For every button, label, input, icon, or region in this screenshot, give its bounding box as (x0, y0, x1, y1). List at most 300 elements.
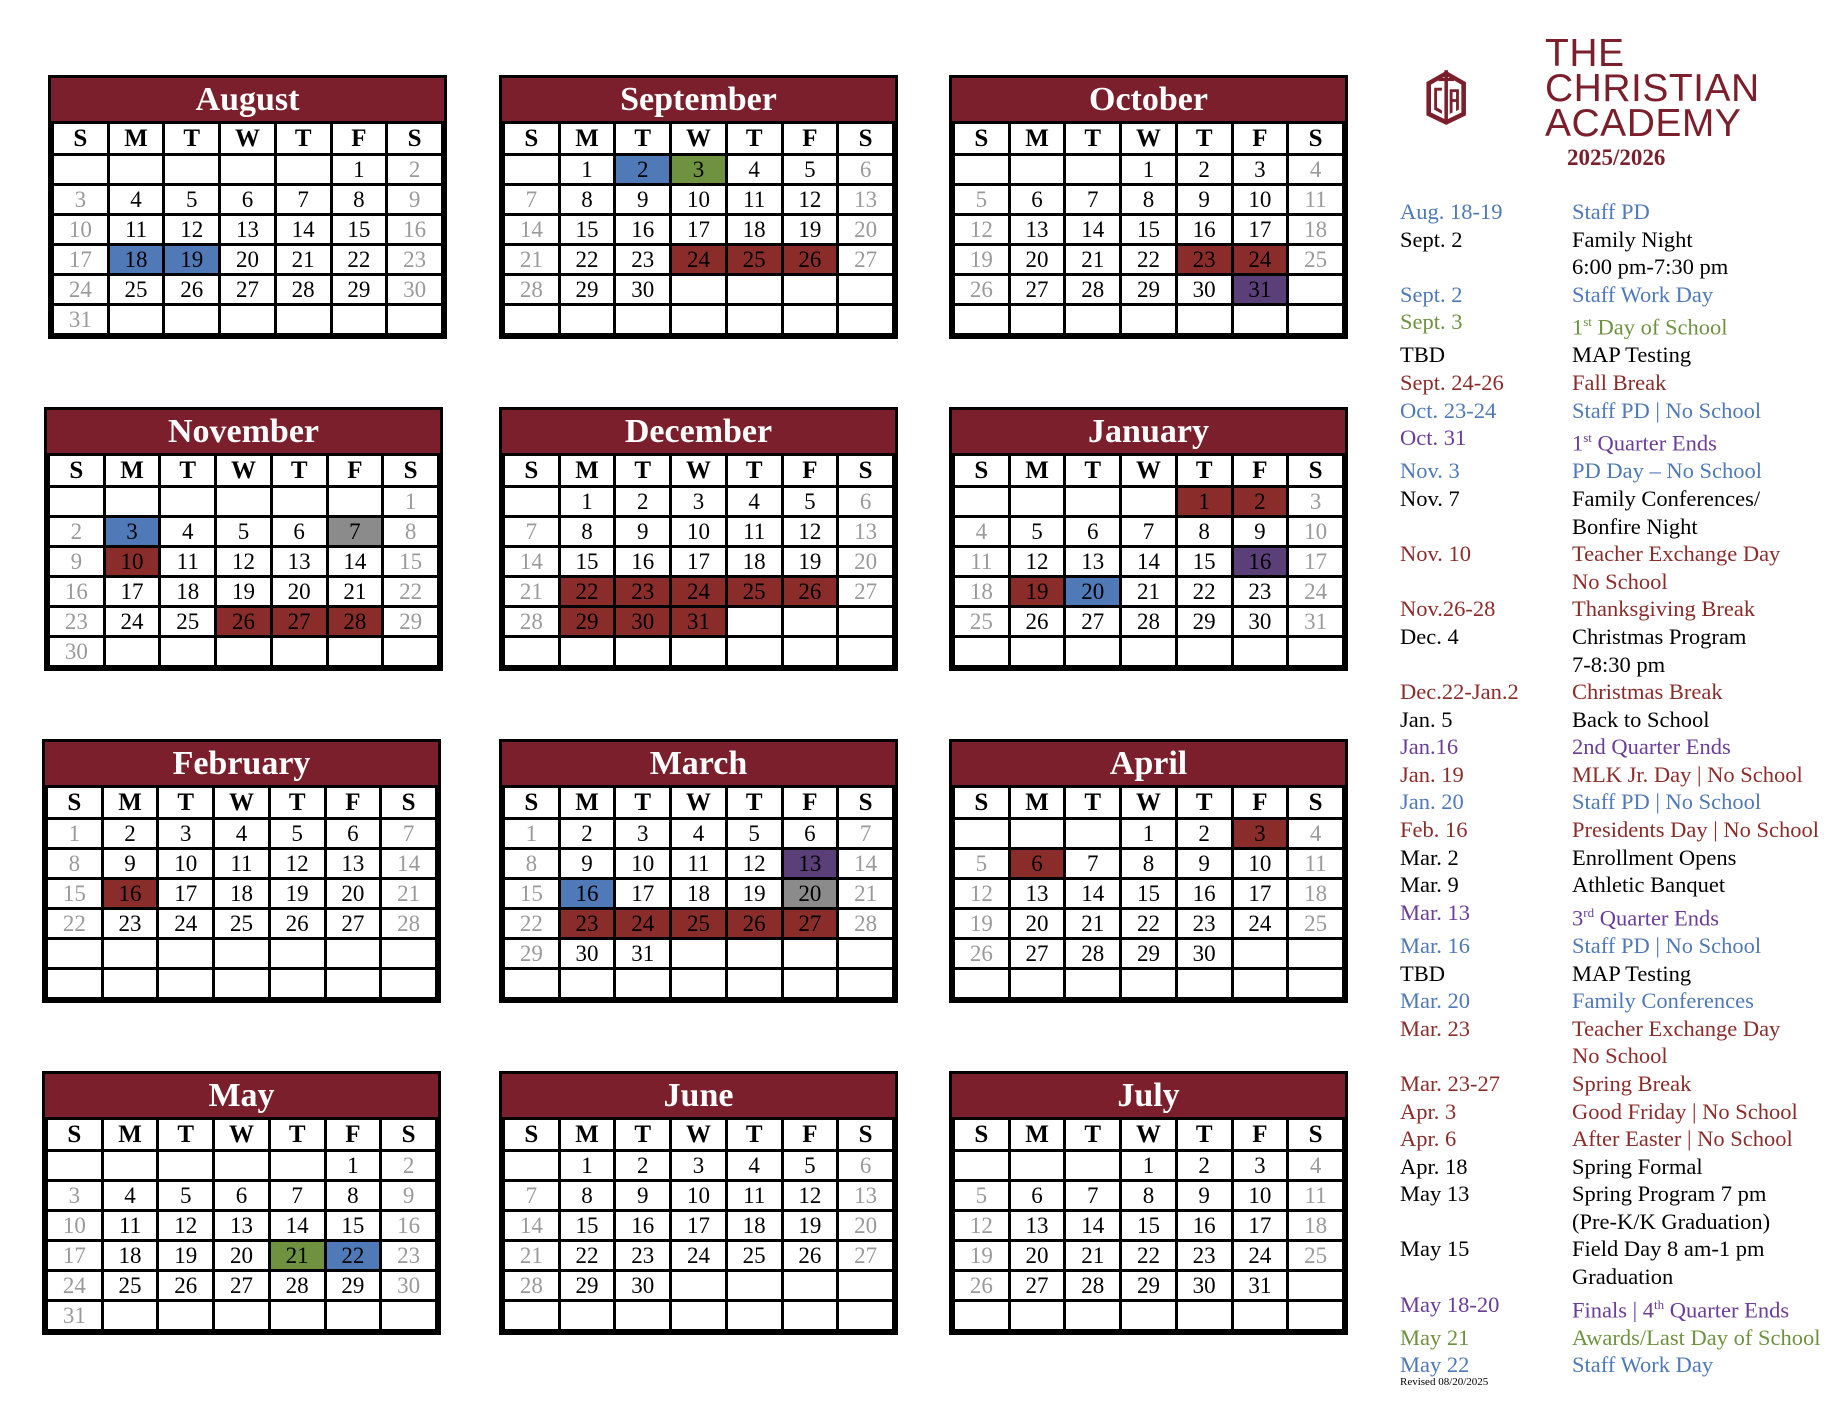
calendar-empty-cell (561, 638, 614, 665)
calendar-day: 20 (1066, 578, 1119, 605)
event-row (1400, 678, 1846, 706)
calendar-day: 7 (839, 820, 892, 847)
calendar-day: 12 (159, 1212, 212, 1239)
calendar-day: 15 (561, 216, 614, 243)
calendar-day: 16 (1178, 880, 1231, 907)
calendar-empty-cell (159, 1302, 212, 1329)
event-text: 7-8:30 pm (1572, 651, 1666, 677)
calendar-september (499, 75, 898, 339)
calendar-day: 11 (955, 548, 1008, 575)
calendar-empty-cell (104, 1302, 157, 1329)
event-date: Apr. 18 (1400, 1153, 1468, 1179)
calendar-day: 23 (616, 578, 669, 605)
calendar-day: 5 (784, 156, 837, 183)
calendar-day: 7 (505, 1182, 558, 1209)
calendar-day: 11 (1289, 1182, 1342, 1209)
weekday-header: F (784, 456, 837, 485)
event-date: Nov.26-28 (1400, 596, 1496, 622)
calendar-empty-cell (1122, 638, 1175, 665)
weekday-header: F (329, 456, 382, 485)
weekday-header: W (1122, 124, 1175, 153)
calendar-day: 30 (616, 276, 669, 303)
month-title: December (502, 410, 895, 454)
calendar-empty-cell (1178, 970, 1231, 997)
calendar-day: 23 (561, 910, 614, 937)
weekday-header: M (1011, 456, 1064, 485)
event-text: Family Conferences/ (1572, 485, 1761, 511)
calendar-day: 8 (1178, 518, 1231, 545)
calendar-empty-cell (672, 276, 725, 303)
month-grid (51, 121, 444, 336)
calendar-day: 14 (505, 1212, 558, 1239)
revised-date: Revised 08/20/2025 (1400, 1376, 1489, 1388)
calendar-day: 3 (54, 186, 107, 213)
event-date: May 15 (1400, 1236, 1470, 1262)
event-text: Graduation (1572, 1264, 1674, 1290)
calendar-day: 13 (839, 186, 892, 213)
event-row (1400, 1208, 1846, 1236)
event-row (1400, 1070, 1846, 1098)
calendar-day: 16 (388, 216, 441, 243)
calendar-day: 6 (839, 1152, 892, 1179)
calendar-day: 7 (505, 518, 558, 545)
calendar-day: 8 (1122, 1182, 1175, 1209)
event-date: May 21 (1400, 1324, 1470, 1350)
event-date: Jan. 19 (1400, 761, 1464, 787)
event-date: May 18-20 (1400, 1291, 1500, 1317)
event-row (1400, 706, 1846, 734)
calendar-day: 2 (561, 820, 614, 847)
calendar-day: 31 (54, 306, 107, 333)
weekday-header: M (1011, 124, 1064, 153)
calendar-day: 28 (277, 276, 330, 303)
calendar-day: 26 (165, 276, 218, 303)
weekday-header: T (616, 456, 669, 485)
calendar-day: 14 (1122, 548, 1175, 575)
event-text: Athletic Banquet (1572, 872, 1726, 898)
calendar-day: 13 (221, 216, 274, 243)
calendar-day: 10 (1234, 850, 1287, 877)
calendar-day: 11 (1289, 186, 1342, 213)
calendar-empty-cell (1066, 306, 1119, 333)
calendar-day: 5 (955, 186, 1008, 213)
calendar-day: 22 (1122, 1242, 1175, 1269)
calendar-day: 14 (271, 1212, 324, 1239)
weekday-header: S (1289, 456, 1342, 485)
calendar-day: 19 (217, 578, 270, 605)
event-date (1400, 651, 1572, 679)
weekday-header: S (839, 788, 892, 817)
month-title: September (502, 78, 895, 122)
event-date (1400, 1208, 1572, 1236)
calendar-day: 16 (1178, 1212, 1231, 1239)
calendar-empty-cell (159, 1152, 212, 1179)
weekday-header: F (327, 1120, 380, 1149)
event-text: Christmas Program (1572, 623, 1747, 649)
calendar-day: 17 (106, 578, 159, 605)
weekday-header: T (1178, 124, 1231, 153)
calendar-day: 12 (728, 850, 781, 877)
event-row (1400, 623, 1846, 651)
event-text: PD Day – No School (1572, 458, 1762, 484)
calendar-day: 9 (616, 518, 669, 545)
event-date: Nov. 3 (1400, 458, 1460, 484)
calendar-day: 27 (839, 578, 892, 605)
calendar-empty-cell (382, 970, 435, 997)
calendar-day: 21 (1066, 246, 1119, 273)
calendar-day: 26 (159, 1272, 212, 1299)
calendar-day: 1 (1122, 820, 1175, 847)
event-date: Jan. 20 (1400, 789, 1464, 815)
calendar-day: 19 (955, 910, 1008, 937)
calendar-day: 30 (1178, 276, 1231, 303)
calendar-day: 7 (277, 186, 330, 213)
event-text: Staff PD (1572, 199, 1650, 224)
event-text: Fall Break (1572, 370, 1667, 396)
calendar-february (42, 739, 441, 1003)
calendar-day: 13 (839, 1182, 892, 1209)
calendar-day: 10 (616, 850, 669, 877)
weekday-header: F (1234, 788, 1287, 817)
calendar-day: 15 (48, 880, 101, 907)
calendar-day: 12 (217, 548, 270, 575)
calendar-empty-cell (728, 970, 781, 997)
calendar-empty-cell (1122, 1302, 1175, 1329)
calendar-day: 8 (561, 518, 614, 545)
weekday-header: T (728, 1120, 781, 1149)
calendar-empty-cell (839, 306, 892, 333)
calendar-day: 30 (561, 940, 614, 967)
calendar-day: 22 (505, 910, 558, 937)
calendar-day: 3 (1234, 156, 1287, 183)
calendar-day: 10 (159, 850, 212, 877)
calendar-day: 15 (333, 216, 386, 243)
weekday-header: S (382, 788, 435, 817)
calendar-day: 16 (616, 548, 669, 575)
calendar-day: 21 (505, 1242, 558, 1269)
calendar-day: 3 (672, 1152, 725, 1179)
calendar-day: 7 (329, 518, 382, 545)
calendar-empty-cell (54, 156, 107, 183)
calendar-december (499, 407, 898, 671)
calendar-day: 20 (273, 578, 326, 605)
calendar-day: 2 (388, 156, 441, 183)
calendar-day: 17 (1234, 1212, 1287, 1239)
weekday-header: M (104, 1120, 157, 1149)
calendar-day: 2 (104, 820, 157, 847)
weekday-header: W (672, 456, 725, 485)
calendar-day: 20 (327, 880, 380, 907)
calendar-day: 22 (48, 910, 101, 937)
calendar-day: 24 (1289, 578, 1342, 605)
calendar-empty-cell (1122, 970, 1175, 997)
calendar-day: 11 (215, 850, 268, 877)
calendar-day: 10 (48, 1212, 101, 1239)
event-row (1400, 1098, 1846, 1126)
calendar-empty-cell (616, 970, 669, 997)
weekday-header: S (1289, 788, 1342, 817)
calendar-empty-cell (728, 1272, 781, 1299)
month-grid (502, 1117, 895, 1332)
month-title: May (45, 1074, 438, 1118)
event-text: Presidents Day | No School (1572, 817, 1819, 843)
calendar-day: 15 (1122, 216, 1175, 243)
calendar-empty-cell (1178, 1302, 1231, 1329)
calendar-day: 24 (672, 578, 725, 605)
event-text: Back to School (1572, 706, 1710, 732)
calendar-empty-cell (672, 1302, 725, 1329)
event-date: May 13 (1400, 1181, 1470, 1207)
calendar-day: 18 (104, 1242, 157, 1269)
event-text: 1st Day of School (1572, 314, 1728, 340)
event-date: Nov. 10 (1400, 541, 1472, 567)
event-text: Staff PD | No School (1572, 789, 1762, 815)
calendar-day: 16 (104, 880, 157, 907)
calendar-day: 5 (159, 1182, 212, 1209)
month-title: August (51, 78, 444, 122)
calendar-empty-cell (382, 940, 435, 967)
calendar-day: 2 (1178, 820, 1231, 847)
event-date: Mar. 9 (1400, 872, 1459, 898)
calendar-day: 9 (50, 548, 103, 575)
calendar-day: 30 (1234, 608, 1287, 635)
event-row (1400, 1263, 1846, 1291)
event-date: Aug. 18-19 (1400, 199, 1503, 224)
weekday-header: T (1178, 1120, 1231, 1149)
calendar-empty-cell (955, 156, 1008, 183)
calendar-day: 20 (215, 1242, 268, 1269)
calendar-day: 24 (672, 1242, 725, 1269)
event-row (1400, 1042, 1846, 1070)
calendar-day: 24 (616, 910, 669, 937)
event-date: Mar. 23 (1400, 1015, 1470, 1041)
calendar-day: 6 (327, 820, 380, 847)
event-row (1400, 457, 1846, 485)
calendar-day: 8 (505, 850, 558, 877)
calendar-day: 17 (672, 216, 725, 243)
event-row (1400, 1125, 1846, 1153)
calendar-empty-cell (672, 940, 725, 967)
calendar-day: 26 (955, 1272, 1008, 1299)
calendar-day: 29 (561, 608, 614, 635)
calendar-day: 27 (327, 910, 380, 937)
calendar-day: 26 (217, 608, 270, 635)
calendar-day: 23 (104, 910, 157, 937)
event-row (1400, 1291, 1846, 1324)
event-text: Staff PD | No School (1572, 932, 1762, 958)
calendar-day: 28 (382, 910, 435, 937)
calendar-empty-cell (165, 306, 218, 333)
event-date: Mar. 16 (1400, 932, 1470, 958)
school-name-line-1: THE (1545, 32, 1625, 75)
calendar-day: 30 (1178, 1272, 1231, 1299)
calendar-day: 23 (1178, 910, 1231, 937)
calendar-day: 19 (784, 1212, 837, 1239)
calendar-empty-cell (1066, 156, 1119, 183)
calendar-day: 23 (616, 246, 669, 273)
calendar-day: 5 (955, 850, 1008, 877)
calendar-day: 22 (1122, 246, 1175, 273)
weekday-header: S (505, 456, 558, 485)
event-date: Sept. 3 (1400, 309, 1463, 335)
calendar-day: 14 (277, 216, 330, 243)
calendar-day: 2 (1234, 488, 1287, 515)
calendar-day: 1 (48, 820, 101, 847)
calendar-day: 19 (728, 880, 781, 907)
calendar-day: 9 (616, 1182, 669, 1209)
calendar-day: 20 (1011, 910, 1064, 937)
weekday-header: S (48, 1120, 101, 1149)
month-grid (45, 785, 438, 1000)
calendar-empty-cell (217, 488, 270, 515)
calendar-day: 24 (48, 1272, 101, 1299)
calendar-day: 22 (1122, 910, 1175, 937)
calendar-day: 22 (327, 1242, 380, 1269)
calendar-day: 18 (728, 548, 781, 575)
calendar-day: 21 (1066, 910, 1119, 937)
calendar-day: 31 (1234, 1272, 1287, 1299)
calendar-empty-cell (728, 306, 781, 333)
calendar-empty-cell (271, 1152, 324, 1179)
calendar-day: 13 (1066, 548, 1119, 575)
event-row (1400, 568, 1846, 596)
calendar-empty-cell (1066, 488, 1119, 515)
calendar-day: 28 (505, 276, 558, 303)
calendar-empty-cell (784, 1272, 837, 1299)
calendar-empty-cell (1011, 638, 1064, 665)
event-row (1400, 1351, 1846, 1379)
weekday-header: T (159, 788, 212, 817)
calendar-day: 27 (273, 608, 326, 635)
event-row (1400, 226, 1846, 254)
calendar-day: 2 (382, 1152, 435, 1179)
calendar-day: 9 (1178, 850, 1231, 877)
calendar-day: 21 (271, 1242, 324, 1269)
weekday-header: W (1122, 788, 1175, 817)
calendar-empty-cell (561, 306, 614, 333)
calendar-empty-cell (561, 1302, 614, 1329)
calendar-empty-cell (106, 638, 159, 665)
calendar-day: 26 (784, 578, 837, 605)
calendar-day: 10 (1234, 186, 1287, 213)
weekday-header: M (561, 456, 614, 485)
calendar-day: 11 (728, 186, 781, 213)
weekday-header: S (1289, 1120, 1342, 1149)
event-text: Christmas Break (1572, 679, 1723, 705)
calendar-day: 1 (1122, 1152, 1175, 1179)
calendar-empty-cell (1289, 940, 1342, 967)
calendar-empty-cell (215, 1302, 268, 1329)
calendar-day: 25 (110, 276, 163, 303)
calendar-day: 19 (955, 1242, 1008, 1269)
calendar-day: 18 (110, 246, 163, 273)
month-title: June (502, 1074, 895, 1118)
calendar-day: 19 (784, 548, 837, 575)
calendar-empty-cell (672, 970, 725, 997)
event-date: Dec.22-Jan.2 (1400, 679, 1519, 705)
event-date: Mar. 13 (1400, 899, 1470, 925)
calendar-day: 9 (388, 186, 441, 213)
calendar-day: 24 (1234, 910, 1287, 937)
event-date: Jan.16 (1400, 734, 1459, 760)
calendar-day: 9 (382, 1182, 435, 1209)
calendar-day: 23 (50, 608, 103, 635)
month-title: February (45, 742, 438, 786)
calendar-day: 24 (672, 246, 725, 273)
calendar-day: 29 (1178, 608, 1231, 635)
school-name-line-2: CHRISTIAN (1545, 67, 1760, 110)
calendar-day: 5 (1011, 518, 1064, 545)
calendar-day: 16 (616, 216, 669, 243)
calendar-day: 14 (505, 548, 558, 575)
calendar-october (949, 75, 1348, 339)
calendar-day: 5 (165, 186, 218, 213)
calendar-empty-cell (1289, 638, 1342, 665)
calendar-empty-cell (104, 1152, 157, 1179)
calendar-empty-cell (784, 608, 837, 635)
weekday-header: F (327, 788, 380, 817)
events-list (1400, 198, 1846, 1379)
weekday-header: M (104, 788, 157, 817)
calendar-day: 26 (784, 246, 837, 273)
calendar-day: 24 (159, 910, 212, 937)
calendar-day: 21 (277, 246, 330, 273)
calendar-day: 9 (1178, 186, 1231, 213)
calendar-empty-cell (382, 1302, 435, 1329)
weekday-header: T (277, 124, 330, 153)
calendar-empty-cell (110, 156, 163, 183)
calendar-day: 12 (784, 1182, 837, 1209)
calendar-day: 27 (784, 910, 837, 937)
event-text: 3rd Quarter Ends (1572, 904, 1720, 931)
weekday-header: T (616, 788, 669, 817)
calendar-day: 23 (1234, 578, 1287, 605)
calendar-empty-cell (561, 970, 614, 997)
event-row (1400, 513, 1846, 541)
event-date: Mar. 20 (1400, 988, 1470, 1014)
calendar-day: 21 (505, 578, 558, 605)
calendar-day: 13 (1011, 216, 1064, 243)
event-date: Oct. 23-24 (1400, 397, 1497, 423)
event-date: Sept. 2 (1400, 281, 1463, 307)
calendar-day: 20 (839, 548, 892, 575)
calendar-empty-cell (839, 608, 892, 635)
calendar-day: 21 (505, 246, 558, 273)
event-text: (Pre-K/K Graduation) (1572, 1208, 1771, 1234)
calendar-day: 4 (215, 820, 268, 847)
calendar-day: 11 (161, 548, 214, 575)
event-text: 6:00 pm-7:30 pm (1572, 254, 1729, 280)
calendar-day: 14 (505, 216, 558, 243)
event-date: Feb. 16 (1400, 817, 1468, 843)
event-date (1400, 1042, 1572, 1070)
calendar-day: 28 (1066, 1272, 1119, 1299)
calendar-day: 7 (382, 820, 435, 847)
event-date: Dec. 4 (1400, 623, 1459, 649)
event-text: No School (1572, 1043, 1668, 1069)
calendar-empty-cell (505, 156, 558, 183)
event-row (1400, 485, 1846, 513)
calendar-day: 17 (1289, 548, 1342, 575)
calendar-day: 3 (672, 488, 725, 515)
calendar-day: 1 (1178, 488, 1231, 515)
calendar-empty-cell (505, 638, 558, 665)
calendar-day: 18 (955, 578, 1008, 605)
event-text: Bonfire Night (1572, 513, 1698, 539)
calendar-day: 24 (1234, 1242, 1287, 1269)
calendar-day: 5 (784, 1152, 837, 1179)
calendar-empty-cell (955, 488, 1008, 515)
